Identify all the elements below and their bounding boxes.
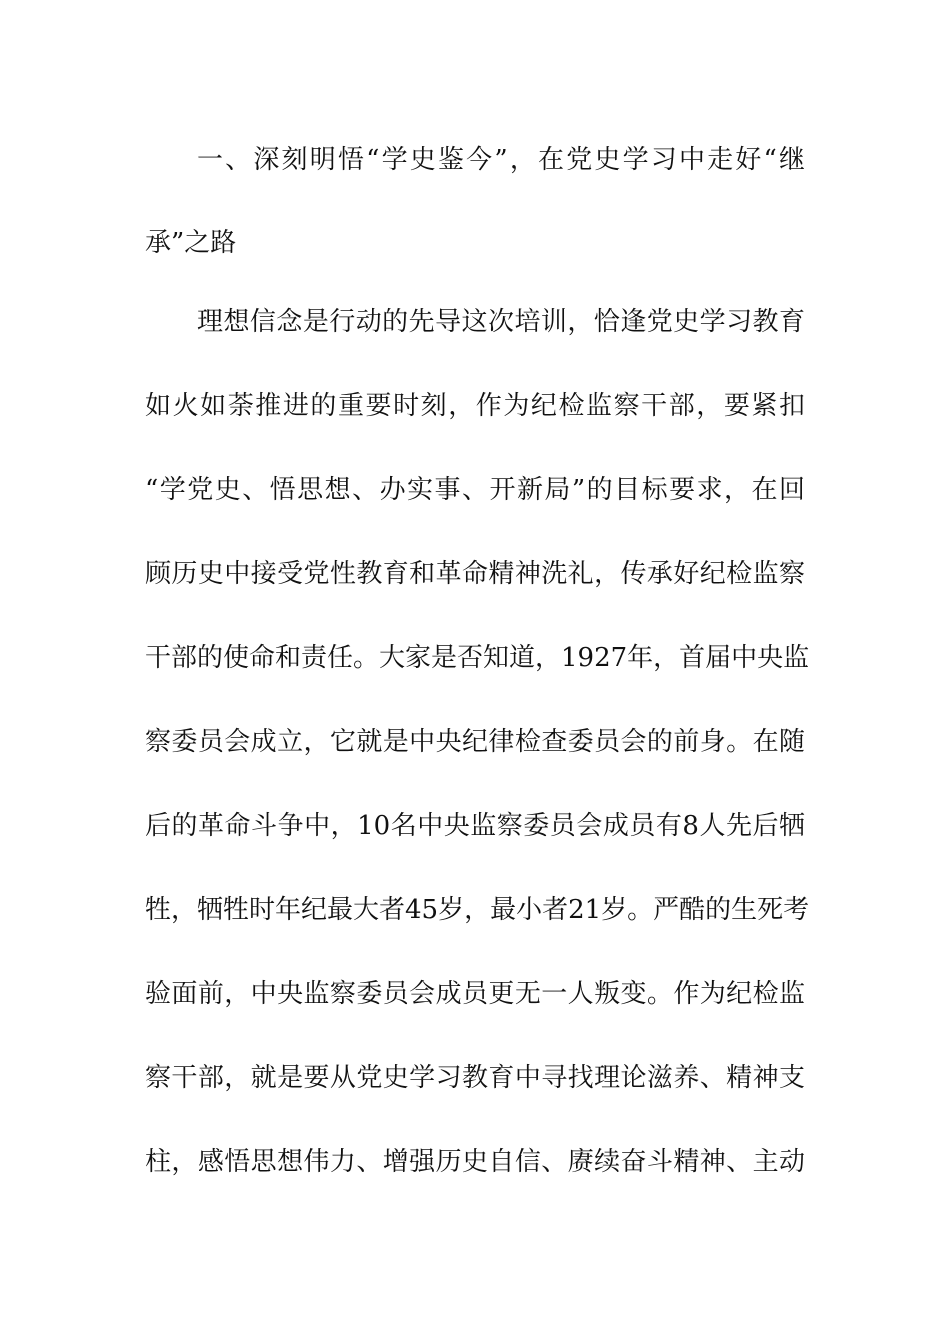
paragraph-line: 理想信念是行动的先导这次培训，恰逢党史学习教育 <box>197 307 805 337</box>
paragraph-line: 如火如荼推进的重要时刻，作为纪检监察干部，要紧扣 <box>145 391 805 421</box>
paragraph-line: 顾历史中接受党性教育和革命精神洗礼，传承好纪检监察 <box>145 559 805 589</box>
section-heading-line-1: 一、深刻明悟“学史鉴今”，在党史学习中走好“继 <box>197 145 805 175</box>
paragraph-line: 后的革命斗争中，10名中央监察委员会成员有8人先后牺 <box>145 811 805 841</box>
paragraph-line: 牲，牺牲时年纪最大者45岁，最小者21岁。严酷的生死考 <box>145 895 810 925</box>
section-heading-line-2: 承”之路 <box>145 228 237 258</box>
paragraph-line: 察干部，就是要从党史学习教育中寻找理论滋养、精神支 <box>145 1063 805 1093</box>
paragraph-line: “学党史、悟思想、办实事、开新局”的目标要求，在回 <box>145 475 805 505</box>
paragraph-line: 干部的使命和责任。大家是否知道，1927年，首届中央监 <box>145 643 810 673</box>
paragraph-line: 察委员会成立，它就是中央纪律检查委员会的前身。在随 <box>145 727 805 757</box>
paragraph-line: 验面前，中央监察委员会成员更无一人叛变。作为纪检监 <box>145 979 805 1009</box>
paragraph-line: 柱，感悟思想伟力、增强历史自信、赓续奋斗精神、主动 <box>145 1147 805 1177</box>
